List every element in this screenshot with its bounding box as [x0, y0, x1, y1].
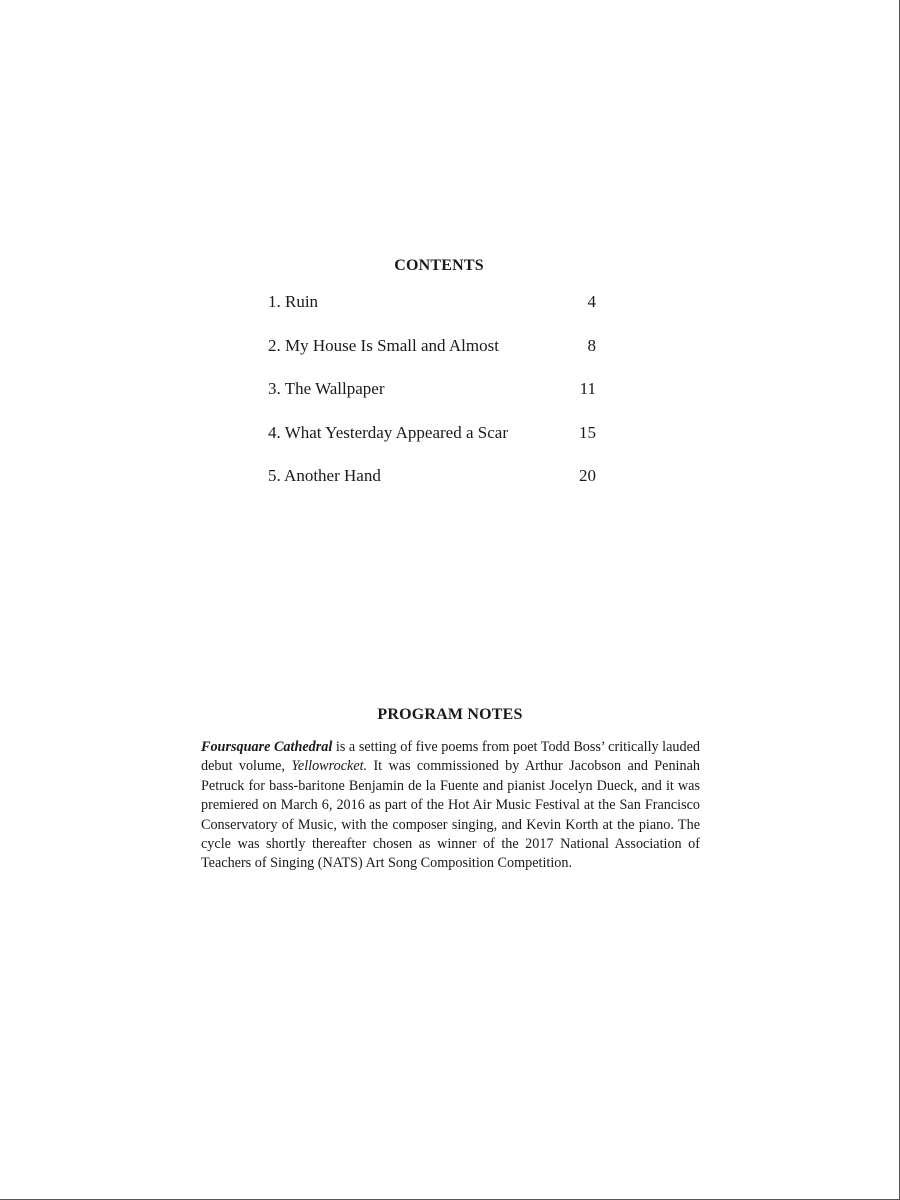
notes-text-part1: is a setting of five poems from poet Todd Boss’ critically lauded debut volume, [201, 739, 700, 775]
toc-entry-page: 8 [587, 335, 596, 355]
toc-entry-title: 4. What Yesterday Appeared a Scar [268, 422, 508, 442]
notes-text-part2: It was commissioned by Arthur Jacobson and Peninah Petruck for bass-baritone Benjamin de la Fuente and pianist Jocelyn Dueck, and it was premiered on March 6, 2016 as part of the Hot Air Music Festival at the San Francisco Conservatory of Music, with the composer singing, and Kevin Korth at the piano. The cycle was shortly thereafter chosen as winner of the 2017 National Association of Teachers of Singing (NATS) Art Song Composition Competition. [201, 758, 700, 872]
toc-entry-another-hand[interactable] [268, 466, 596, 510]
volume-title: Yellowrocket. [291, 758, 368, 775]
toc-entry-title: 2. My House Is Small and Almost [268, 335, 499, 355]
program-notes-heading: PROGRAM NOTES [377, 706, 523, 723]
work-title: Foursquare Cathedral [201, 739, 333, 755]
toc-entry-page: 4 [587, 292, 596, 311]
toc-entry-page: 20 [579, 466, 596, 485]
program-notes-body [201, 738, 700, 874]
toc-entry-wallpaper[interactable] [268, 379, 596, 423]
toc-entry-what-yesterday[interactable] [268, 423, 596, 467]
toc-entry-title: 5. Another Hand [268, 466, 381, 485]
toc-entry-title: 1. Ruin [268, 292, 319, 311]
toc-entry-my-house[interactable] [268, 336, 596, 380]
toc-entry-page: 11 [579, 379, 596, 398]
toc-entry-page: 15 [579, 422, 596, 442]
table-of-contents [268, 292, 596, 510]
toc-entry-ruin[interactable] [268, 292, 596, 336]
toc-entry-title: 3. The Wallpaper [268, 379, 385, 398]
contents-heading: CONTENTS [394, 257, 484, 274]
